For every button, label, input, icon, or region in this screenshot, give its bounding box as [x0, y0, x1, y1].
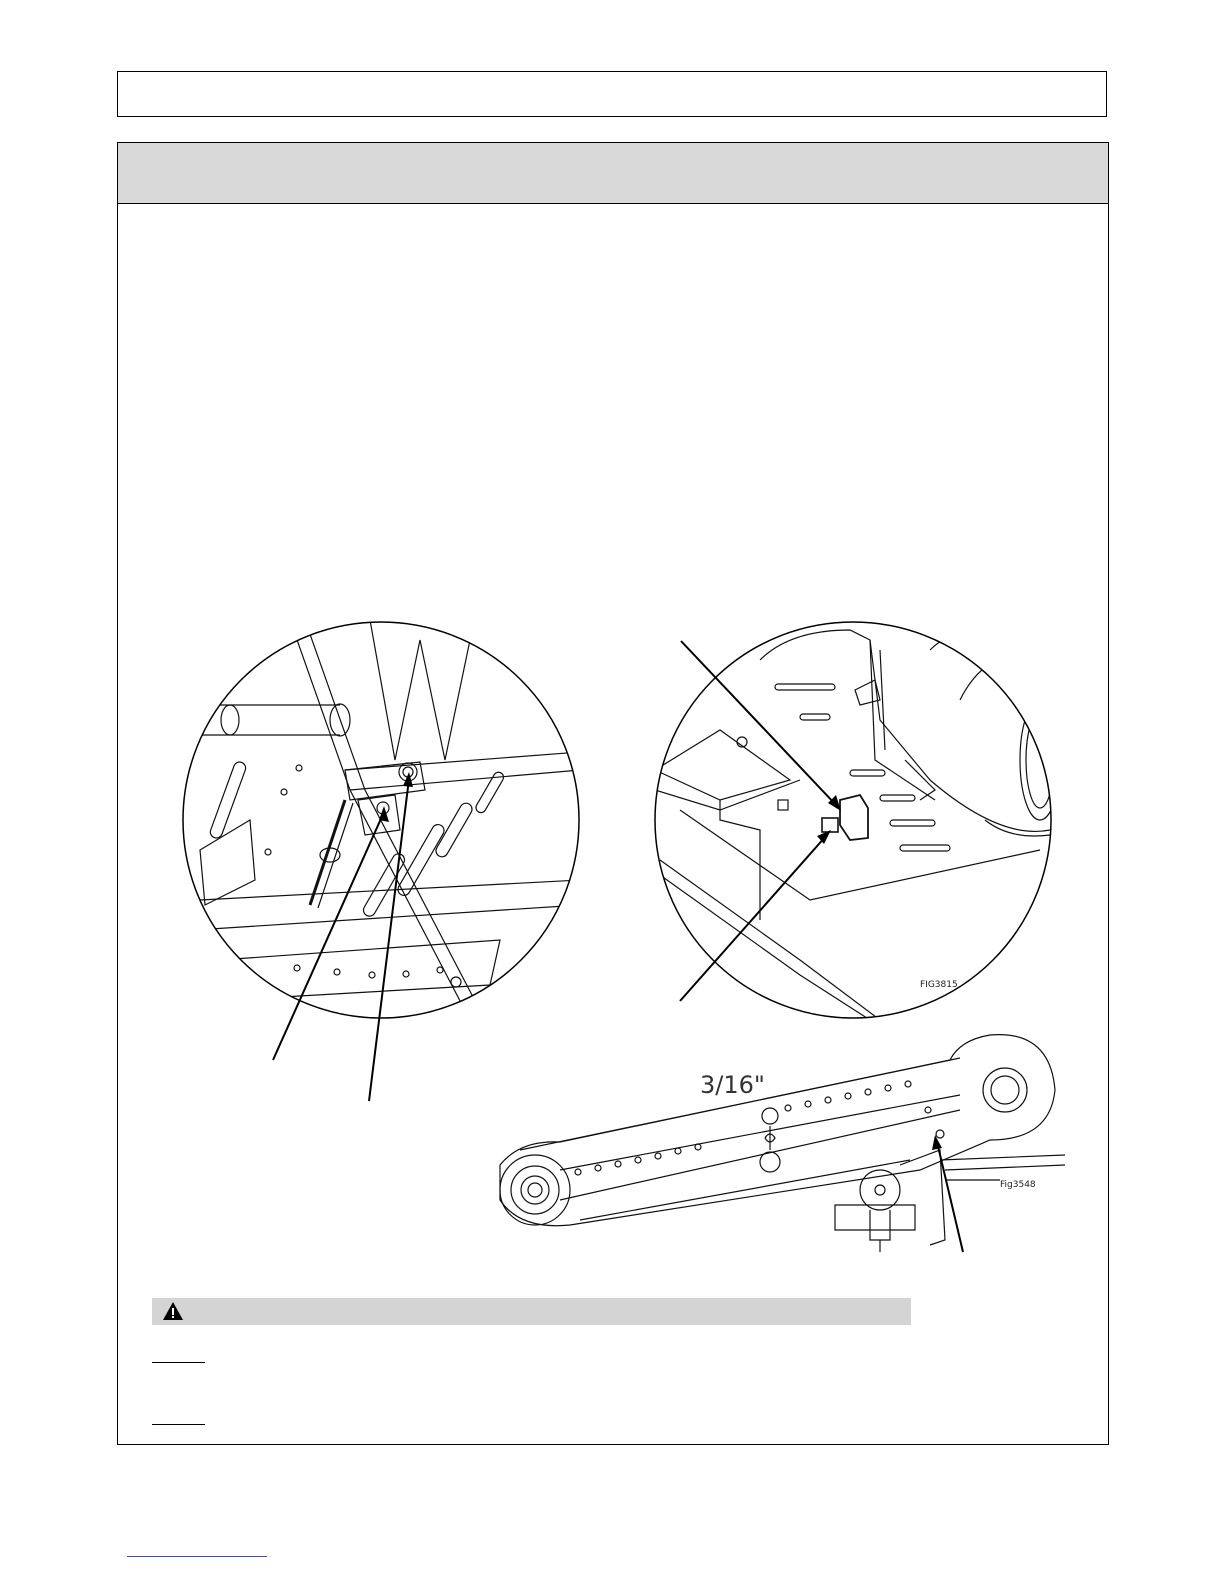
footer-link-rule — [127, 1556, 267, 1557]
belt-figure-label: Fig3548 — [1000, 1180, 1036, 1190]
right-figure-label: FIG3815 — [920, 980, 958, 990]
belt-tension-diagram — [500, 1035, 1065, 1252]
note-heading-rule-1 — [152, 1362, 205, 1363]
note-heading-rule-2 — [152, 1424, 205, 1425]
right-closeup-figure — [650, 620, 1060, 1020]
left-closeup-figure — [180, 620, 580, 1101]
warning-triangle-icon — [162, 1301, 184, 1321]
dimension-label: 3/16" — [700, 1071, 765, 1099]
warning-bar — [152, 1298, 911, 1325]
